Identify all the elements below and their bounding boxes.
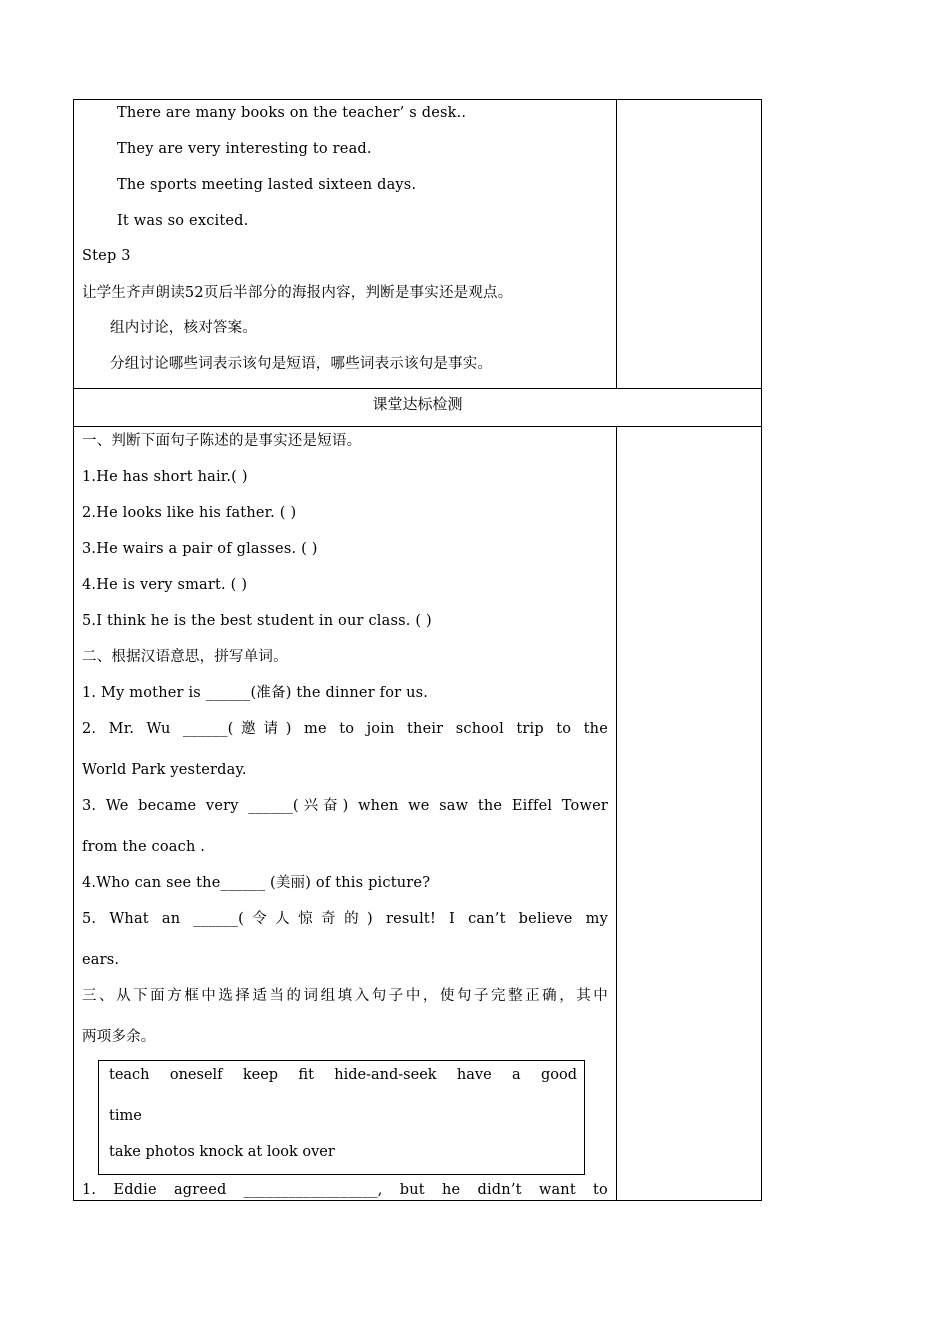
exercise-item: 2. Mr. Wu ______(邀请) me to join their school trip to the <box>82 721 608 737</box>
example-sentence: It was so excited. <box>117 213 249 229</box>
exercise-item: ears. <box>82 952 120 968</box>
exercise-item: 3. We became very ______(兴奋) when we saw the Eiffel Tower <box>82 798 608 814</box>
example-sentence: There are many books on the teacher’ s desk.. <box>117 105 467 121</box>
exercise-item: World Park yesterday. <box>82 762 247 778</box>
word-bank-line: teach oneself keep fit hide-and-seek have a good <box>109 1067 577 1083</box>
table-bottom-border <box>73 1200 762 1201</box>
word-bank-box <box>98 1060 585 1175</box>
exercise-item: 1. My mother is ______(准备) the dinner for us. <box>82 685 429 701</box>
exercise-item: 5. What an ______(令人惊奇的) result! I can’t believe my <box>82 911 608 927</box>
step-instruction: 组内讨论，核对答案。 <box>110 320 257 336</box>
exercise-item: from the coach . <box>82 839 206 855</box>
word-bank-line: take photos knock at look over <box>109 1144 335 1160</box>
exercise-item: 4.Who can see the______ (美丽) of this picture? <box>82 875 431 891</box>
exercise-title: 三、从下面方框中选择适当的词组填入句子中，使句子完整正确，其中 <box>82 988 608 1004</box>
example-sentence: The sports meeting lasted sixteen days. <box>117 177 417 193</box>
exercise-title: 一、判断下面句子陈述的是事实还是短语。 <box>82 433 362 449</box>
table-row-divider <box>73 388 762 389</box>
exercise-title: 二、根据汉语意思，拼写单词。 <box>82 649 288 665</box>
exercise-title: 两项多余。 <box>82 1029 156 1045</box>
exercise-item: 5.I think he is the best student in our class. ( ) <box>82 613 432 629</box>
section-header: 课堂达标检测 <box>372 395 463 413</box>
exercise-item: 2.He looks like his father. ( ) <box>82 505 297 521</box>
table-left-border <box>73 99 74 1201</box>
exercise-item: 1. Eddie agreed __________________, but he didn’t want to <box>82 1182 608 1198</box>
table-row-divider <box>73 426 762 427</box>
step-instruction: 让学生齐声朗读52页后半部分的海报内容，判断是事实还是观点。 <box>82 285 513 301</box>
table-right-border <box>761 99 762 1201</box>
example-sentence: They are very interesting to read. <box>117 141 372 157</box>
step-instruction: 分组讨论哪些词表示该句是短语，哪些词表示该句是事实。 <box>110 356 493 372</box>
exercise-item: 3.He wairs a pair of glasses. ( ) <box>82 541 318 557</box>
exercise-item: 4.He is very smart. ( ) <box>82 577 248 593</box>
step-label: Step 3 <box>82 248 131 264</box>
word-bank-line: time <box>109 1108 142 1124</box>
exercise-item: 1.He has short hair.( ) <box>82 469 248 485</box>
table-column-divider <box>616 426 617 1201</box>
table-top-border <box>73 99 762 100</box>
